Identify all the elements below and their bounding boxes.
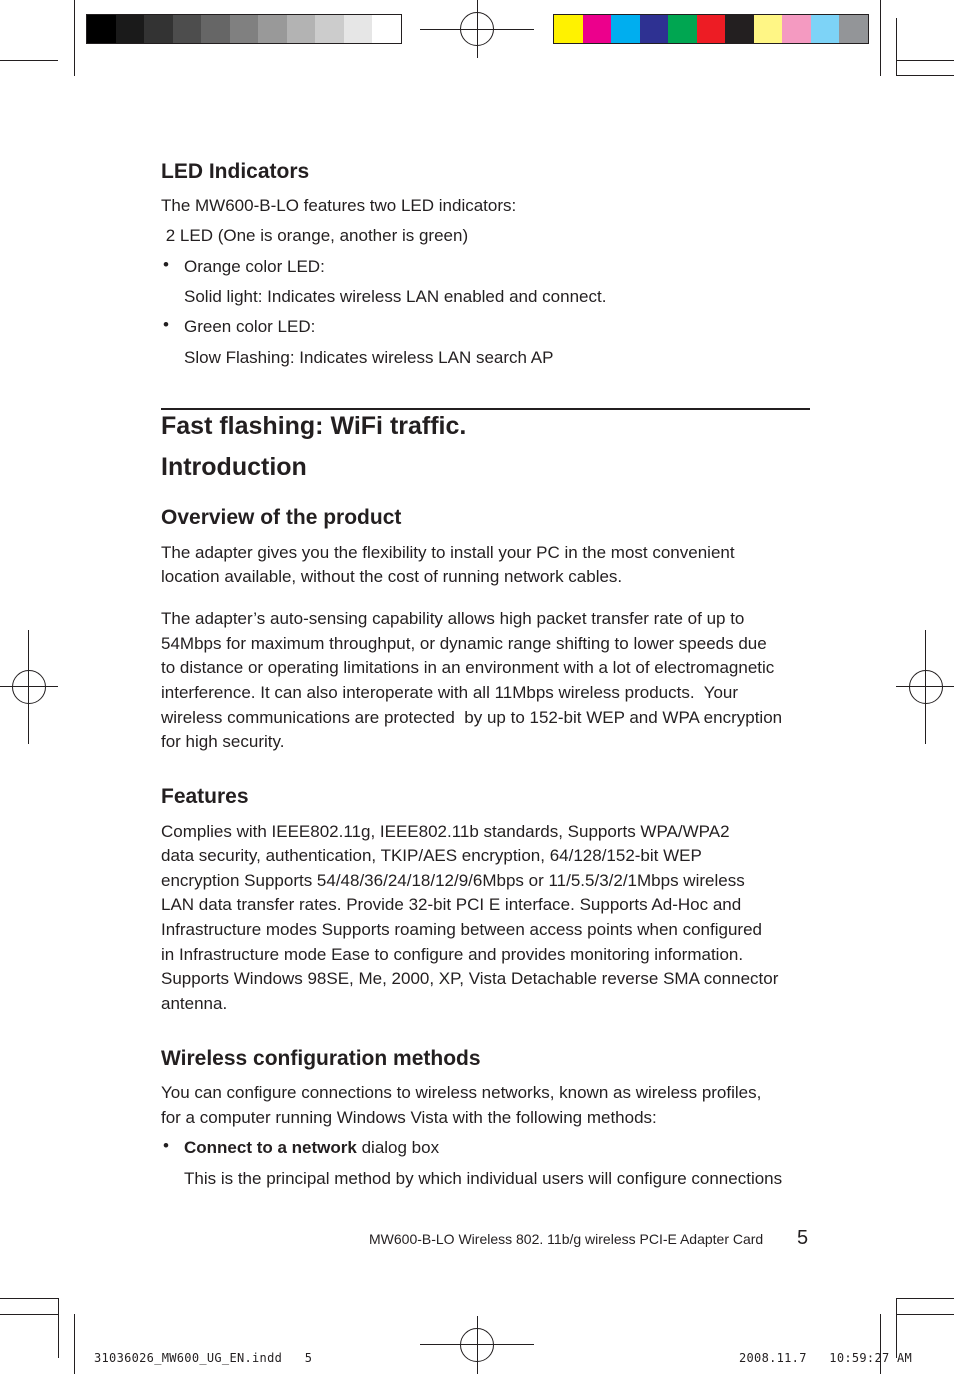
color-swatch <box>554 15 583 43</box>
gray-swatch <box>344 15 373 43</box>
features-line: Complies with IEEE802.11g, IEEE802.11b standards, Supports WPA/WPA2 <box>161 822 730 841</box>
features-line: Supports Windows 98SE, Me, 2000, XP, Vista Detachable reverse SMA connector <box>161 969 779 988</box>
gray-swatch <box>372 15 401 43</box>
connect-to-network-term: Connect to a network <box>184 1138 357 1157</box>
gray-swatch <box>173 15 202 43</box>
gray-swatch <box>144 15 173 43</box>
color-swatch <box>782 15 811 43</box>
wireless-line: You can configure connections to wireless networks, known as wireless profiles, <box>161 1083 762 1102</box>
overview-p2-line: to distance or operating limitations in an environment with a lot of electromagnetic <box>161 658 775 677</box>
gray-swatch <box>87 15 116 43</box>
gray-swatch <box>315 15 344 43</box>
introduction-heading: Introduction <box>161 453 307 481</box>
slug-timestamp: 2008.11.7 10:59:27 AM <box>739 1351 913 1365</box>
green-led-desc: Slow Flashing: Indicates wireless LAN search AP <box>184 348 554 367</box>
features-line: antenna. <box>161 994 228 1013</box>
gray-swatch <box>116 15 145 43</box>
slug-filename: 31036026_MW600_UG_EN.indd 5 <box>94 1351 313 1365</box>
overview-heading: Overview of the product <box>161 506 402 529</box>
section-divider <box>161 408 810 410</box>
overview-p1-line: The adapter gives you the flexibility to install your PC in the most convenient <box>161 543 735 562</box>
features-line: in Infrastructure mode Ease to configure and provides monitoring information. <box>161 945 744 964</box>
color-swatch <box>839 15 868 43</box>
led-count: 2 LED (One is orange, another is green) <box>161 226 469 245</box>
gray-swatch <box>230 15 259 43</box>
gray-swatch <box>201 15 230 43</box>
page-number: 5 <box>797 1227 809 1249</box>
green-led-label: Green color LED: <box>184 317 316 336</box>
color-swatch <box>725 15 754 43</box>
fast-flashing-heading: Fast flashing: WiFi traffic. <box>161 412 467 440</box>
overview-p2-line: wireless communications are protected by up to 152-bit WEP and WPA encryption <box>161 708 783 727</box>
bullet-dot: • <box>163 255 169 274</box>
orange-led-desc: Solid light: Indicates wireless LAN enabled and connect. <box>184 287 607 306</box>
color-swatch <box>611 15 640 43</box>
color-swatch <box>811 15 840 43</box>
features-line: Infrastructure modes Supports roaming between access points when configured <box>161 920 762 939</box>
overview-p1-line: location available, without the cost of running network cables. <box>161 567 623 586</box>
gray-swatch <box>287 15 316 43</box>
features-heading: Features <box>161 785 249 808</box>
led-heading: LED Indicators <box>161 160 310 183</box>
features-line: LAN data transfer rates. Provide 32-bit PCI E interface. Supports Ad-Hoc and <box>161 895 742 914</box>
bullet-dot: • <box>163 1136 169 1155</box>
wireless-line: for a computer running Windows Vista with the following methods: <box>161 1108 657 1127</box>
grayscale-calibration-bar <box>86 14 402 44</box>
color-swatch <box>754 15 783 43</box>
bullet-dot: • <box>163 315 169 334</box>
color-swatch <box>583 15 612 43</box>
connect-bullet <box>184 1136 836 1161</box>
features-line: encryption Supports 54/48/36/24/18/12/9/6Mbps or 11/5.5/3/2/1Mbps wireless <box>161 871 745 890</box>
wireless-config-heading: Wireless configuration methods <box>161 1047 481 1070</box>
dialog-box-text: dialog box <box>356 1138 440 1157</box>
overview-p2-line: 54Mbps for maximum throughput, or dynamic range shifting to lower speeds due <box>161 634 767 653</box>
footer-title: MW600-B-LO Wireless 802. 11b/g wireless PCI-E Adapter Card <box>369 1231 764 1247</box>
features-line: data security, authentication, TKIP/AES encryption, 64/128/152-bit WEP <box>161 846 702 865</box>
orange-led-label: Orange color LED: <box>184 257 325 276</box>
color-swatch <box>668 15 697 43</box>
color-swatch <box>640 15 669 43</box>
color-swatch <box>697 15 726 43</box>
led-intro: The MW600-B-LO features two LED indicators: <box>161 196 517 215</box>
overview-p2-line: The adapter’s auto-sensing capability allows high packet transfer rate of up to <box>161 609 745 628</box>
connect-bullet-desc: This is the principal method by which individual users will configure connections <box>184 1169 783 1188</box>
overview-p2-line: interference. It can also interoperate with all 11Mbps wireless products. Your <box>161 683 739 702</box>
color-calibration-bar <box>553 14 869 44</box>
gray-swatch <box>258 15 287 43</box>
overview-p2-line: for high security. <box>161 732 285 751</box>
